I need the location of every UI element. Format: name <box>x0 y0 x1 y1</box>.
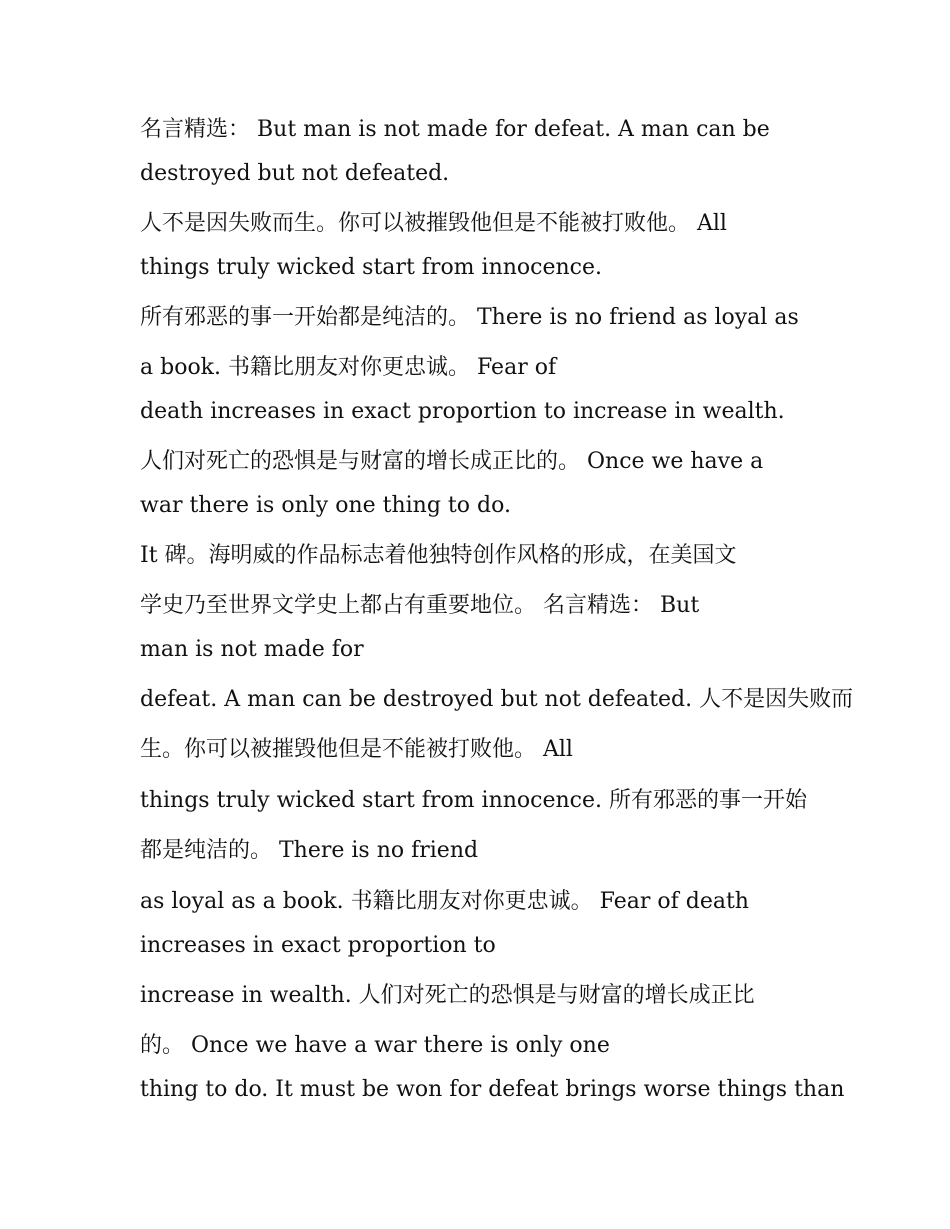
text-line: 都是纯洁的。 There is no friend <box>140 838 479 863</box>
text-line: as loyal as a book. 书籍比朋友对你更忠诚。 Fear of death <box>140 889 749 914</box>
text-line: things truly wicked start from innocence. <box>140 255 602 280</box>
text-line: 学史乃至世界文学史上都占有重要地位。 名言精选： But <box>140 593 700 618</box>
text-line: 人不是因失败而生。你可以被摧毁他但是不能被打败他。 All <box>140 211 727 236</box>
text-line: a book. 书籍比朋友对你更忠诚。 Fear of <box>140 355 557 380</box>
text-line: 人们对死亡的恐惧是与财富的增长成正比的。 Once we have a <box>140 449 764 474</box>
text-line: 名言精选： But man is not made for defeat. A man can be <box>140 117 770 142</box>
text-line: increase in wealth. 人们对死亡的恐惧是与财富的增长成正比 <box>140 983 755 1008</box>
text-line: 所有邪恶的事一开始都是纯洁的。 There is no friend as loyal as <box>140 305 799 330</box>
text-line: 生。你可以被摧毁他但是不能被打败他。 All <box>140 737 573 762</box>
text-line: destroyed but not defeated. <box>140 161 450 186</box>
text-line: 的。 Once we have a war there is only one <box>140 1033 610 1058</box>
text-line: man is not made for <box>140 637 364 662</box>
text-line: things truly wicked start from innocence. 所有邪恶的事一开始 <box>140 788 807 813</box>
text-line: It 碑。海明威的作品标志着他独特创作风格的形成，在美国文 <box>140 543 737 568</box>
text-line: increases in exact proportion to <box>140 933 496 958</box>
text-line: war there is only one thing to do. <box>140 493 511 518</box>
text-line: thing to do. It must be won for defeat brings worse things than <box>140 1077 845 1102</box>
text-line: death increases in exact proportion to increase in wealth. <box>140 399 785 424</box>
text-line: defeat. A man can be destroyed but not defeated. 人不是因失败而 <box>140 687 854 712</box>
